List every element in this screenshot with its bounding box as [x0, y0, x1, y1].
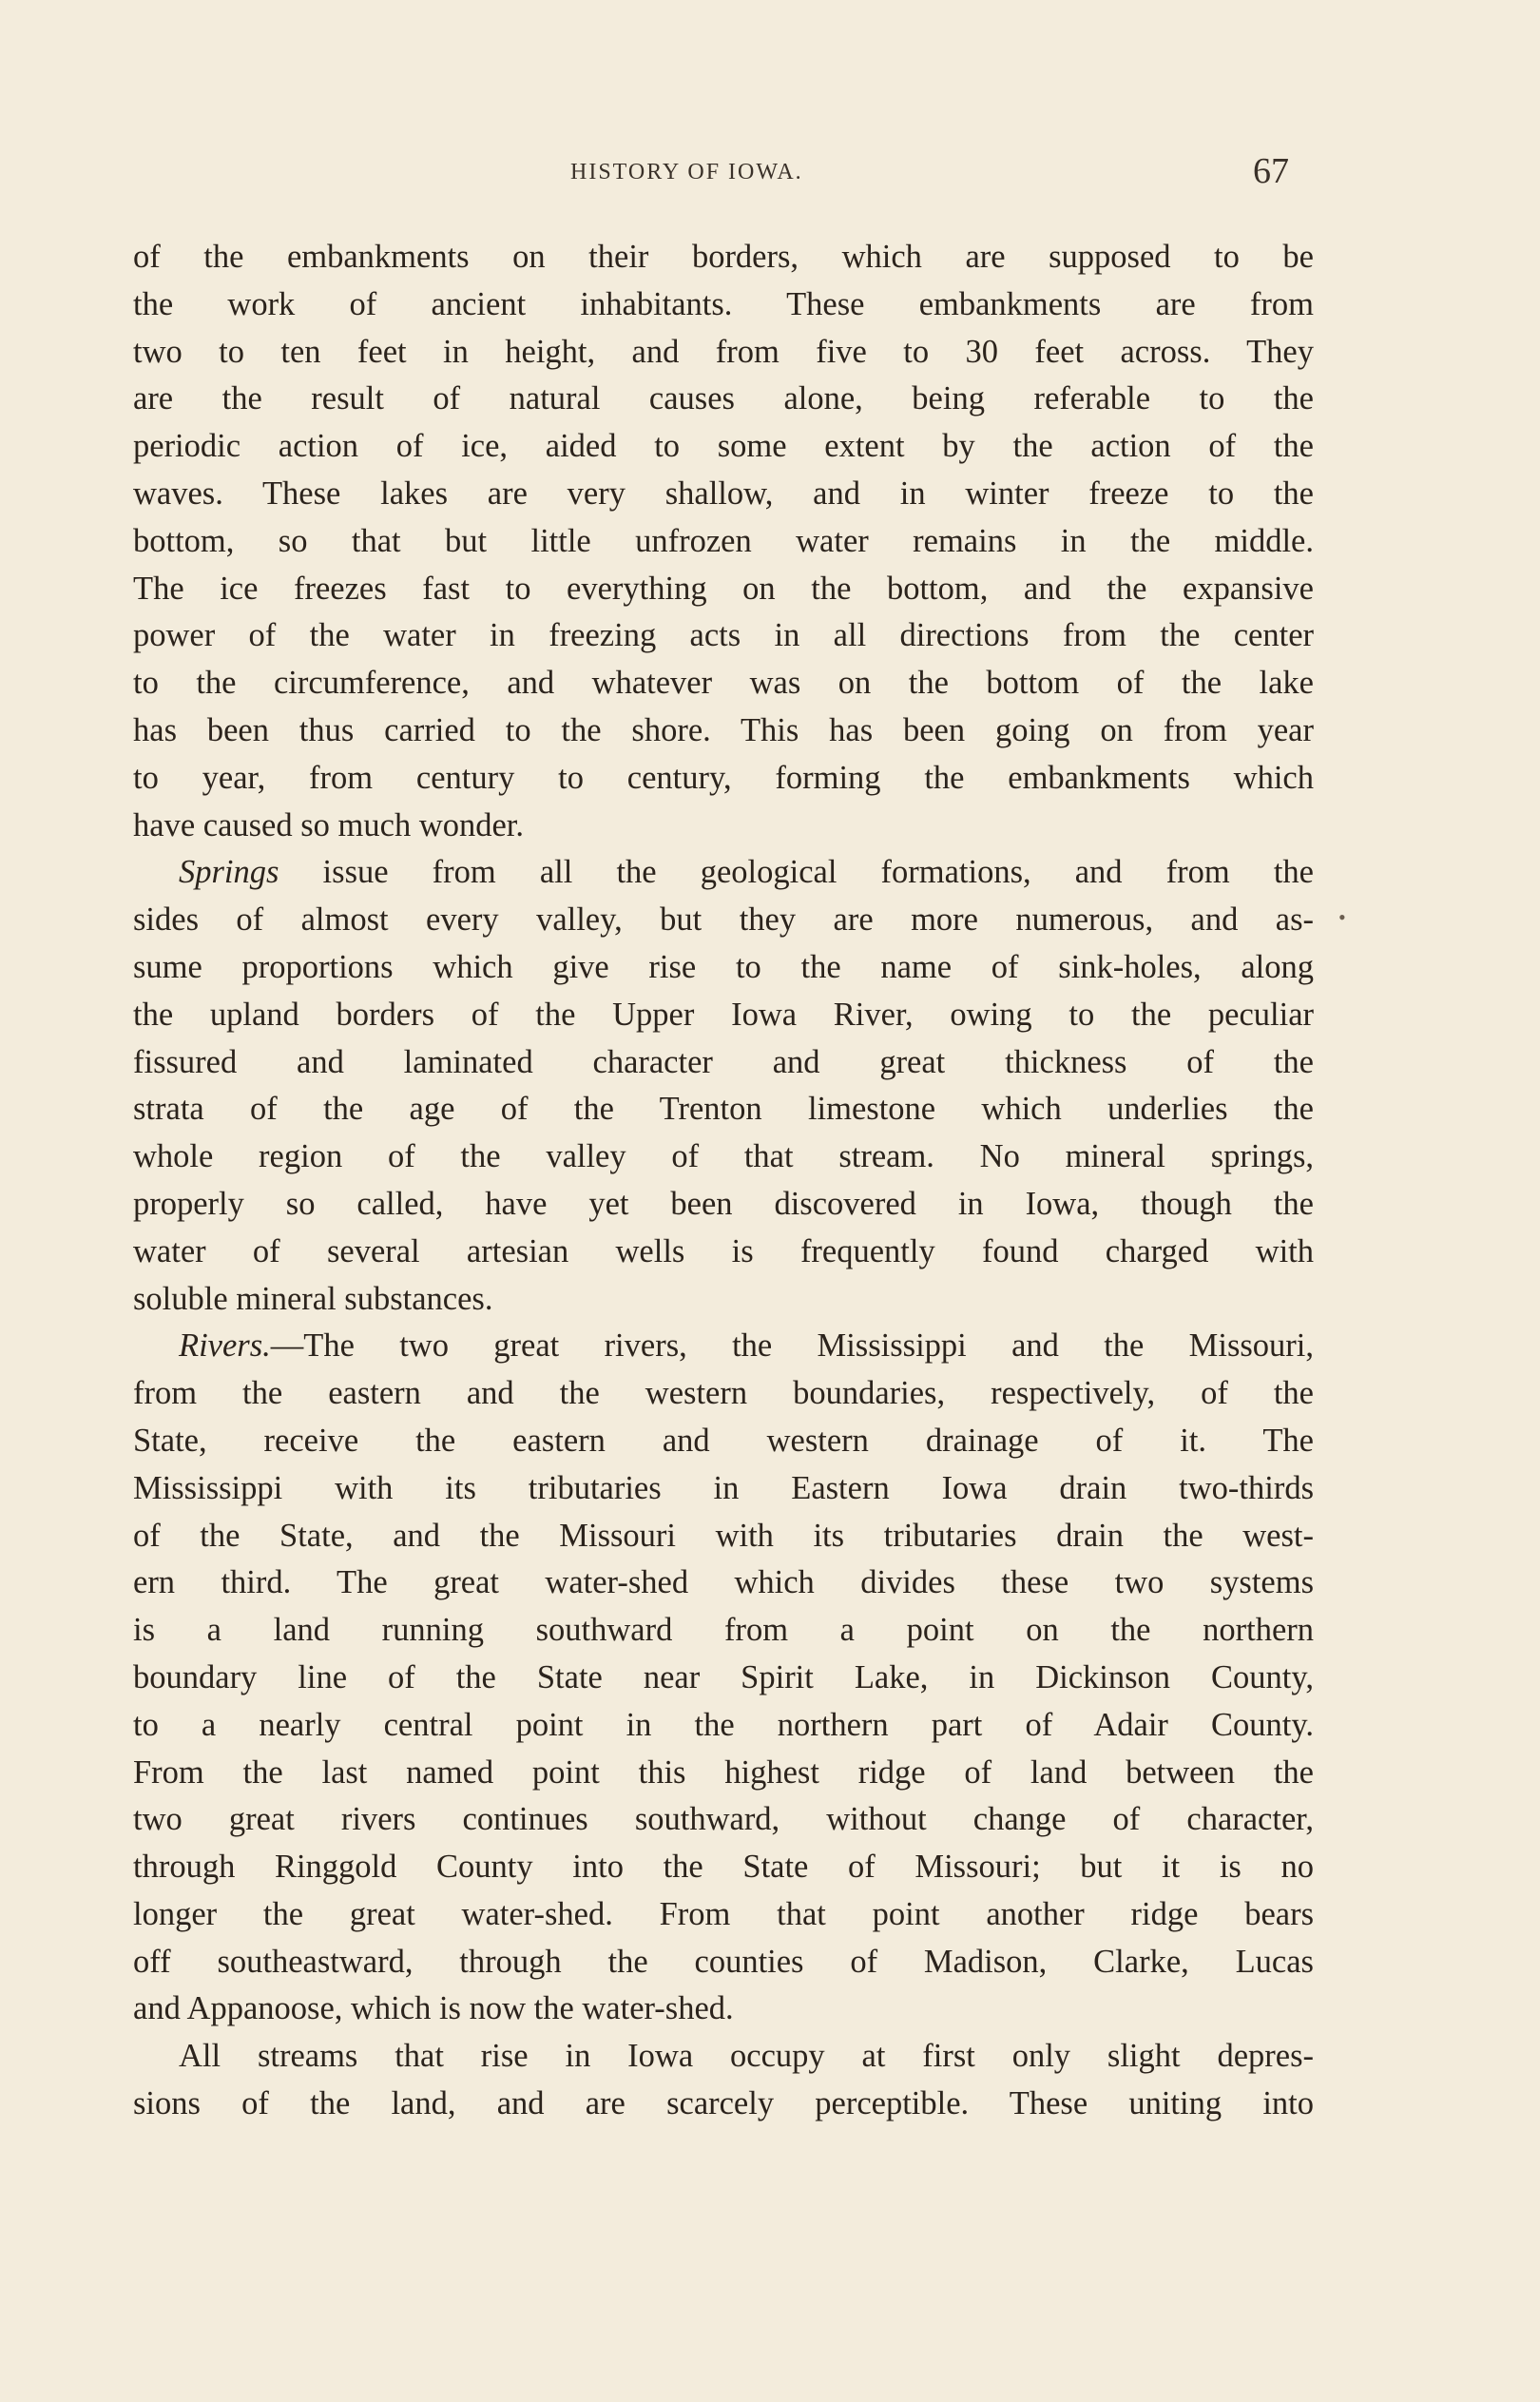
text-line: sions of the land, and are scarcely perceptible. These uniting into — [133, 2085, 1314, 2122]
margin-mark: • — [1338, 905, 1346, 929]
text-line: to the circumference, and whatever was on the bottom of the lake — [133, 665, 1314, 702]
text-line: ern third. The great water-shed which divides these two systems — [133, 1564, 1314, 1601]
body-text — [133, 234, 1314, 2128]
text-line: periodic action of ice, aided to some extent by the action of the — [133, 428, 1314, 465]
text-line: two great rivers continues southward, without change of character, — [133, 1801, 1314, 1838]
text-line: have caused so much wonder. — [133, 806, 525, 843]
text-line: the work of ancient inhabitants. These embankments are from — [133, 285, 1314, 322]
text-line: has been thus carried to the shore. This has been going on from year — [133, 711, 1314, 748]
text-line: water of several artesian wells is frequently found charged with — [133, 1232, 1314, 1269]
paragraph-springs-first-line — [133, 849, 1314, 897]
text-line: is a land running southward from a point on the northern — [133, 1612, 1314, 1649]
text-line: sume proportions which give rise to the name of sink-holes, along — [133, 948, 1314, 985]
text-line: strata of the age of the Trenton limestone which underlies the — [133, 1091, 1314, 1128]
text-line: All streams that rise in Iowa occupy at first only slight depres- — [179, 2038, 1314, 2075]
text-line: State, receive the eastern and western drainage of it. The — [133, 1422, 1314, 1459]
text-line: from the eastern and the western boundaries, respectively, of the — [133, 1375, 1314, 1412]
text-line: through Ringgold County into the State of Missouri; but it is no — [133, 1849, 1314, 1886]
springs-term: Springs — [179, 854, 279, 891]
text-line: of the embankments on their borders, which are supposed to be — [133, 239, 1314, 275]
text-line: boundary line of the State near Spirit Lake, in Dickinson County, — [133, 1658, 1314, 1695]
text-line: off southeastward, through the counties of Madison, Clarke, Lucas — [133, 1943, 1314, 1980]
text-line: to year, from century to century, forming the embankments which — [133, 759, 1314, 796]
text-line-rest: issue from all the geological formations, and from the — [279, 854, 1314, 891]
running-title: HISTORY OF IOWA. — [570, 160, 803, 184]
text-line: power of the water in freezing acts in all directions from the center — [133, 617, 1314, 654]
text-line: two to ten feet in height, and from five to 30 feet across. They — [133, 333, 1314, 370]
text-line: waves. These lakes are very shallow, and in winter freeze to the — [133, 475, 1314, 512]
text-line: properly so called, have yet been discovered in Iowa, though the — [133, 1185, 1314, 1222]
text-line: From the last named point this highest ridge of land between the — [133, 1753, 1314, 1791]
text-line: fissured and laminated character and great thickness of the — [133, 1043, 1314, 1080]
text-line: of the State, and the Missouri with its tributaries drain the west- — [133, 1517, 1314, 1554]
text-line: are the result of natural causes alone, being referable to the — [133, 380, 1314, 417]
text-line: Mississippi with its tributaries in Eastern Iowa drain two-thirds — [133, 1469, 1314, 1506]
page-number: 67 — [1253, 151, 1289, 191]
text-line-rest: —The two great rivers, the Mississippi and the Missouri, — [270, 1327, 1314, 1365]
paragraph-rivers-first-line — [133, 1323, 1314, 1370]
text-line: sides of almost every valley, but they are more numerous, and as- — [133, 901, 1314, 939]
text-line: bottom, so that but little unfrozen water remains in the middle. — [133, 522, 1314, 559]
text-line: and Appanoose, which is now the water-shed. — [133, 1990, 734, 2027]
text-line: longer the great water-shed. From that point another ridge bears — [133, 1895, 1314, 1932]
text-line: soluble mineral substances. — [133, 1280, 493, 1317]
text-line: The ice freezes fast to everything on the bottom, and the expansive — [133, 570, 1314, 607]
text-line: to a nearly central point in the northern part of Adair County. — [133, 1706, 1314, 1743]
rivers-term: Rivers. — [179, 1327, 271, 1365]
text-line: whole region of the valley of that stream. No mineral springs, — [133, 1138, 1314, 1175]
text-line: the upland borders of the Upper Iowa River, owing to the peculiar — [133, 996, 1314, 1033]
